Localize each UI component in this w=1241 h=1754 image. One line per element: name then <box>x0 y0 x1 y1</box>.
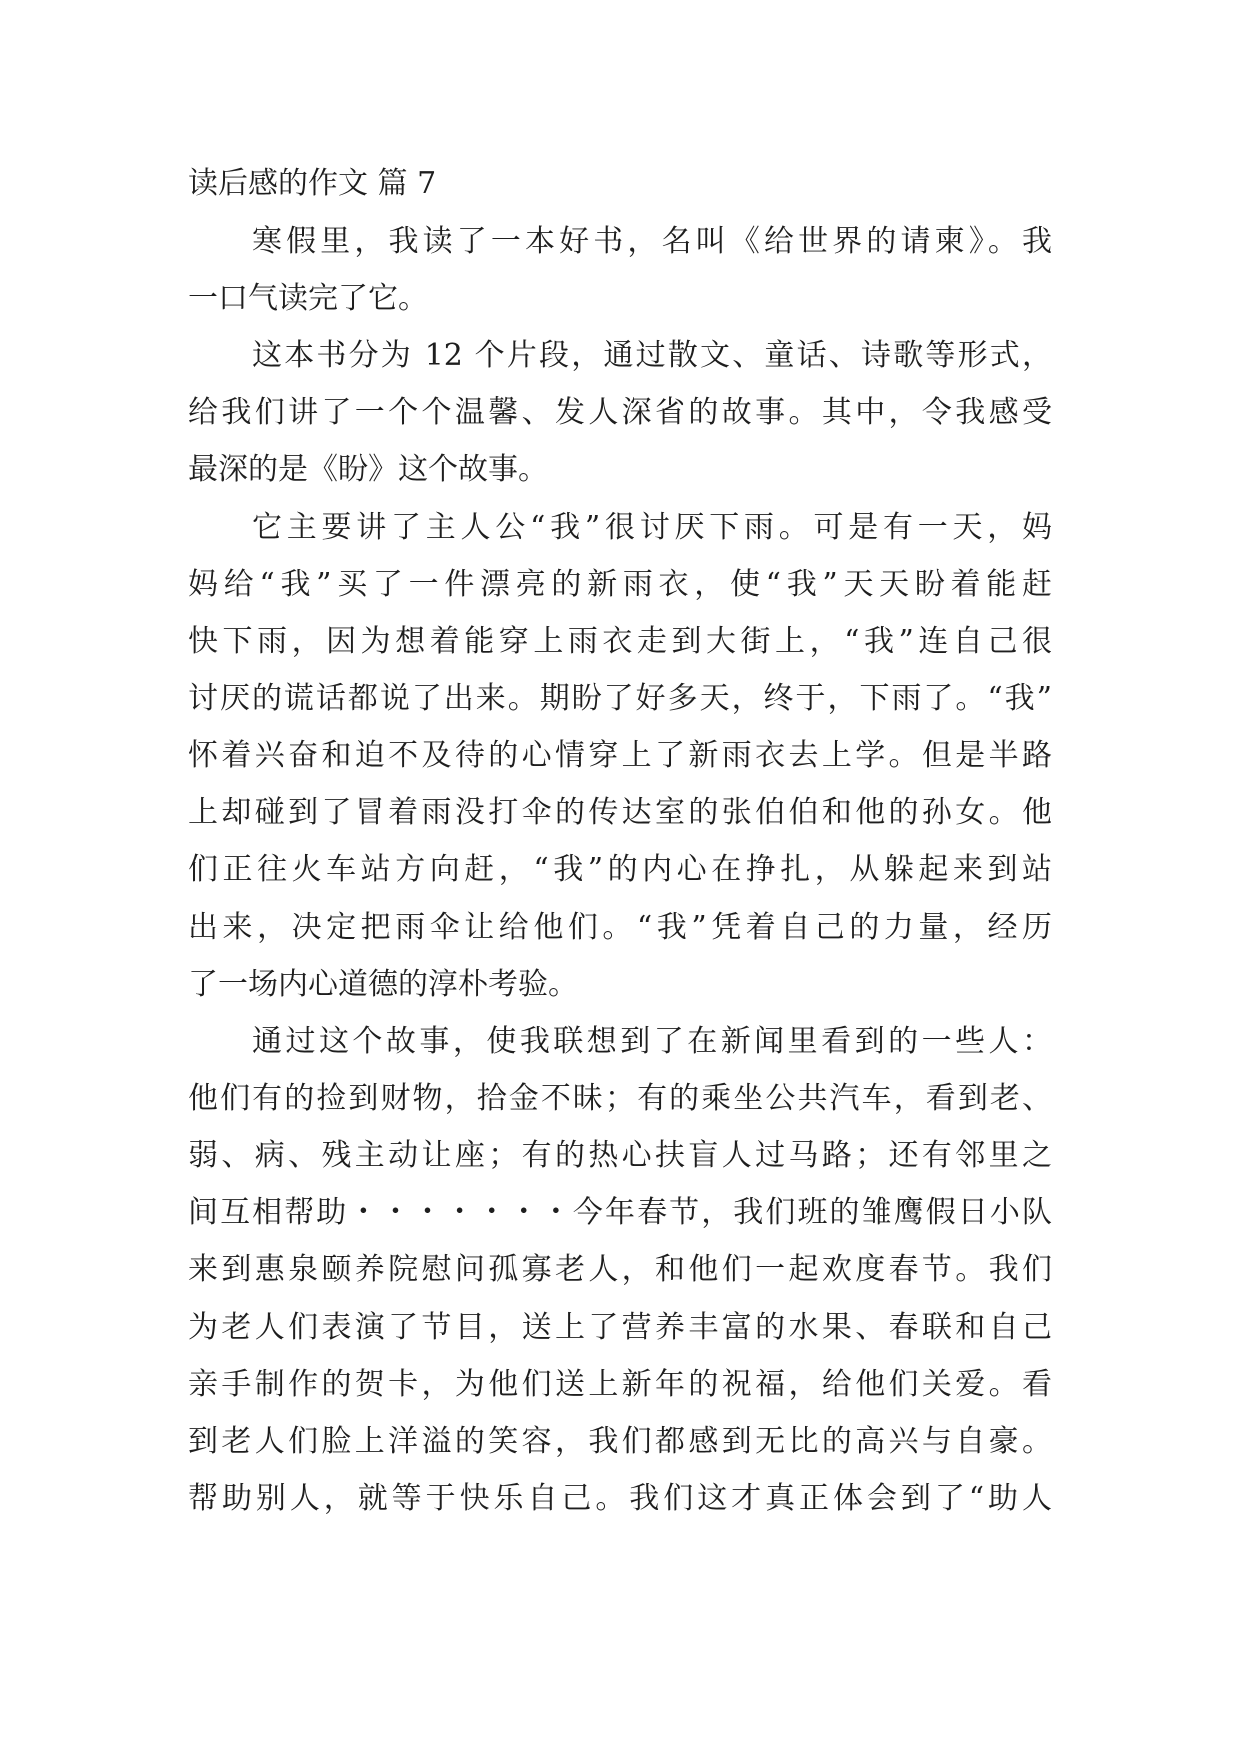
text-line: 最深的是《盼》这个故事。 <box>188 452 548 487</box>
text-line: 间互相帮助・・・・・・・今年春节，我们班的雏鹰假日小队 <box>188 1195 1052 1230</box>
text-line: 妈给“我”买了一件漂亮的新雨衣，使“我”天天盼着能赶 <box>188 567 1052 602</box>
text-line: 给我们讲了一个个温馨、发人深省的故事。其中，令我感受 <box>188 395 1052 430</box>
text-line: 出来，决定把雨伞让给他们。“我”凭着自己的力量，经历 <box>188 910 1052 945</box>
text-line: 讨厌的谎话都说了出来。期盼了好多天，终于，下雨了。“我” <box>188 681 1052 716</box>
text-line: 们正往火车站方向赶，“我”的内心在挣扎，从躲起来到站 <box>188 852 1052 887</box>
text-line: 来到惠泉颐养院慰问孤寡老人，和他们一起欢度春节。我们 <box>188 1252 1052 1287</box>
text-line: 一口气读完了它。 <box>188 281 428 316</box>
text-line: 通过这个故事，使我联想到了在新闻里看到的一些人： <box>252 1024 1052 1059</box>
text-line: 了一场内心道德的淳朴考验。 <box>188 967 578 1002</box>
document-title: 读后感的作文 篇 7 <box>188 166 437 201</box>
text-line: 他们有的捡到财物，拾金不昧；有的乘坐公共汽车，看到老、 <box>188 1081 1052 1116</box>
text-line: 弱、病、残主动让座；有的热心扶盲人过马路；还有邻里之 <box>188 1138 1052 1173</box>
text-line: 这本书分为 12 个片段，通过散文、童话、诗歌等形式， <box>252 338 1052 373</box>
text-line: 上却碰到了冒着雨没打伞的传达室的张伯伯和他的孙女。他 <box>188 795 1052 830</box>
text-line: 快下雨，因为想着能穿上雨衣走到大街上，“我”连自己很 <box>188 624 1052 659</box>
text-line: 为老人们表演了节目，送上了营养丰富的水果、春联和自己 <box>188 1310 1052 1345</box>
text-line: 到老人们脸上洋溢的笑容，我们都感到无比的高兴与自豪。 <box>188 1424 1052 1459</box>
text-line: 帮助别人，就等于快乐自己。我们这才真正体会到了“助人 <box>188 1481 1052 1516</box>
text-line: 怀着兴奋和迫不及待的心情穿上了新雨衣去上学。但是半路 <box>188 738 1052 773</box>
text-line: 寒假里，我读了一本好书，名叫《给世界的请柬》。我 <box>252 224 1052 259</box>
text-line: 亲手制作的贺卡，为他们送上新年的祝福，给他们关爱。看 <box>188 1367 1052 1402</box>
text-line: 它主要讲了主人公“我”很讨厌下雨。可是有一天，妈 <box>252 510 1052 545</box>
